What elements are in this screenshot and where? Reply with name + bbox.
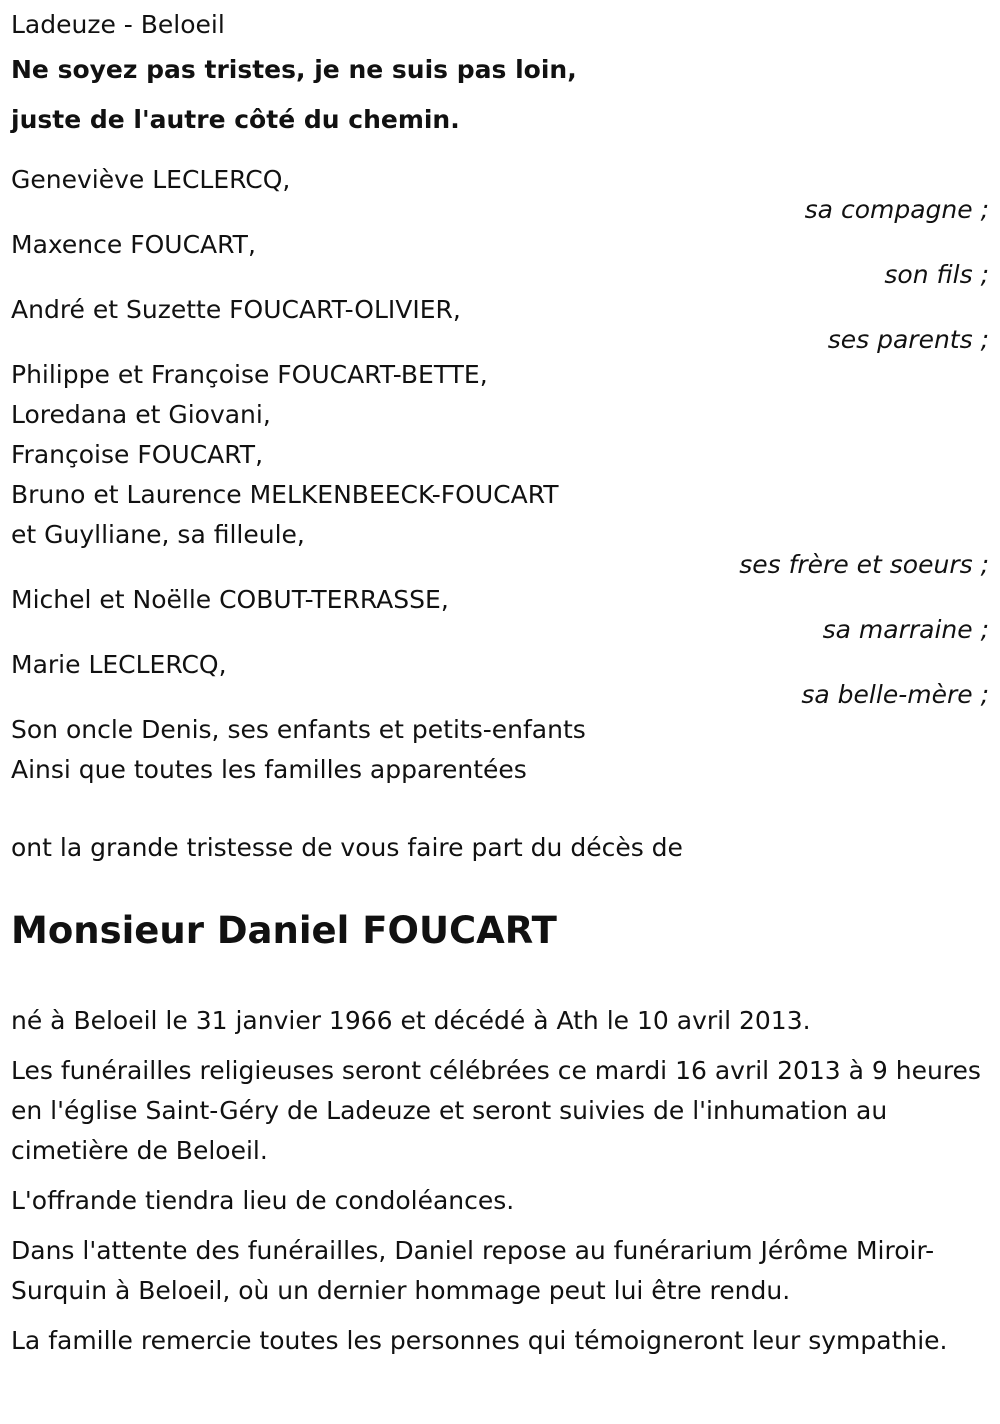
- family-relation: sa belle-mère ;: [801, 680, 989, 709]
- family-relation: ses frère et soeurs ;: [739, 550, 989, 579]
- family-name: André et Suzette FOUCART-OLIVIER,: [11, 295, 461, 324]
- announcement: ont la grande tristesse de vous faire part du décès de: [11, 833, 683, 862]
- spacer: [11, 790, 989, 828]
- thanks-note: La famille remercie toutes les personnes qui témoigneront leur sympathie.: [11, 1326, 948, 1355]
- family-member-godmother: [11, 580, 989, 642]
- deceased-name: Monsieur Daniel FOUCART: [11, 909, 557, 952]
- birth-death-details: né à Beloeil le 31 janvier 1966 et décédé à Ath le 10 avril 2013.: [11, 1006, 811, 1035]
- family-relation: son fils ;: [884, 260, 989, 289]
- family-name: Marie LECLERCQ,: [11, 650, 227, 679]
- funeral-details: Les funérailles religieuses seront célébrées ce mardi 16 avril 2013 à 9 heures en l'église Saint-Géry de Ladeuze et seront suivies de l'inhumation au cimetière de Beloeil.: [11, 1056, 981, 1165]
- family-member-partner: [11, 160, 989, 222]
- family-name: Françoise FOUCART,: [11, 440, 264, 469]
- family-name: Loredana et Giovani,: [11, 400, 271, 429]
- quote-line-1: Ne soyez pas tristes, je ne suis pas loin,: [11, 55, 577, 84]
- family-member-mother-in-law: [11, 645, 989, 707]
- quote-line-2: juste de l'autre côté du chemin.: [11, 105, 460, 134]
- location-line: Ladeuze - Beloeil: [11, 10, 225, 39]
- funeral-home-details: Dans l'attente des funérailles, Daniel repose au funérarium Jérôme Miroir-Surquin à Beloeil, où un dernier hommage peut lui être rendu.: [11, 1236, 935, 1305]
- extended-family-line: Ainsi que toutes les familles apparentées: [11, 755, 527, 784]
- offering-note: L'offrande tiendra lieu de condoléances.: [11, 1186, 515, 1215]
- family-relation: sa marraine ;: [822, 615, 989, 644]
- family-name: Bruno et Laurence MELKENBEECK-FOUCART: [11, 480, 559, 509]
- family-member-siblings: [11, 355, 989, 577]
- obituary-notice: [11, 5, 989, 1371]
- extended-family-line: Son oncle Denis, ses enfants et petits-enfants: [11, 715, 586, 744]
- family-member-son: [11, 225, 989, 287]
- family-name: et Guylliane, sa filleule,: [11, 520, 305, 549]
- family-name: Michel et Noëlle COBUT-TERRASSE,: [11, 585, 449, 614]
- family-name: Philippe et Françoise FOUCART-BETTE,: [11, 360, 488, 389]
- family-name: Geneviève LECLERCQ,: [11, 165, 291, 194]
- family-member-parents: [11, 290, 989, 352]
- family-name: Maxence FOUCART,: [11, 230, 256, 259]
- family-relation: sa compagne ;: [804, 195, 989, 224]
- family-relation: ses parents ;: [827, 325, 989, 354]
- spacer: [11, 145, 989, 160]
